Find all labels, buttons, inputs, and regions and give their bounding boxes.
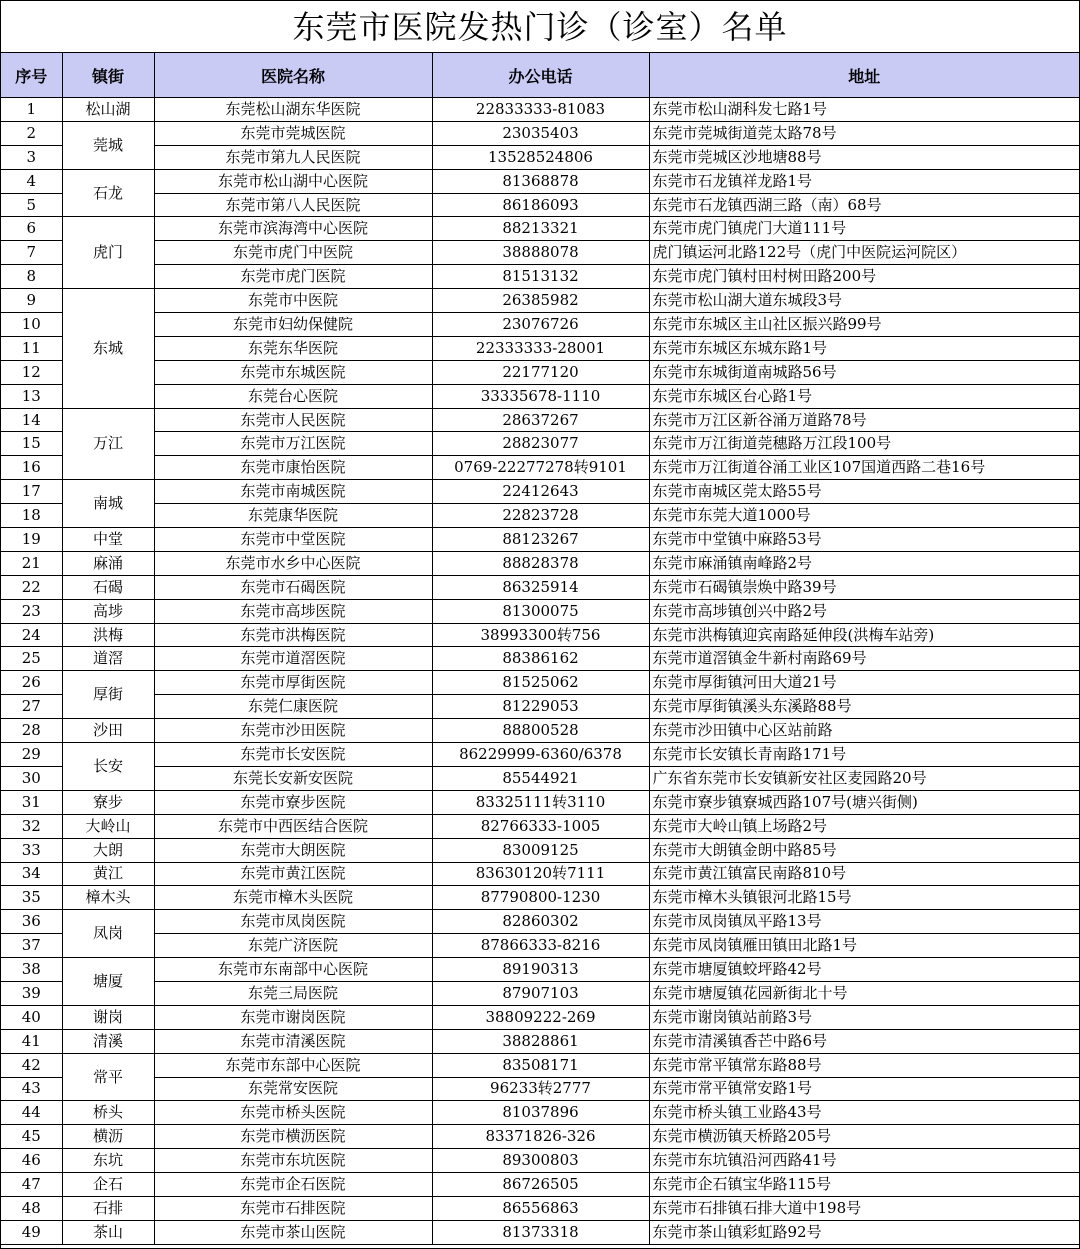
cell-index: 28 xyxy=(1,719,62,743)
cell-town: 石碣 xyxy=(62,575,154,599)
cell-index: 32 xyxy=(1,814,62,838)
cell-hospital-name: 东莞市谢岗医院 xyxy=(154,1005,432,1029)
table-row xyxy=(1,336,1079,360)
cell-index: 2 xyxy=(1,121,62,145)
cell-hospital-name: 东莞东华医院 xyxy=(154,336,432,360)
cell-index: 39 xyxy=(1,981,62,1005)
cell-hospital-name: 东莞市虎门医院 xyxy=(154,265,432,289)
cell-address: 东莞市东坑镇沿河西路41号 xyxy=(649,1149,1079,1173)
cell-phone: 88800528 xyxy=(432,719,649,743)
cell-index: 8 xyxy=(1,265,62,289)
table-row xyxy=(1,862,1079,886)
cell-address: 东莞市中堂镇中麻路53号 xyxy=(649,528,1079,552)
cell-hospital-name: 东莞市东部中心医院 xyxy=(154,1053,432,1077)
cell-hospital-name: 东莞市洪梅医院 xyxy=(154,623,432,647)
table-row xyxy=(1,432,1079,456)
cell-hospital-name: 东莞市清溪医院 xyxy=(154,1029,432,1053)
cell-index: 42 xyxy=(1,1053,62,1077)
cell-town: 清溪 xyxy=(62,1029,154,1053)
cell-index: 25 xyxy=(1,647,62,671)
cell-address: 广东省东莞市长安镇新安社区麦园路20号 xyxy=(649,766,1079,790)
cell-hospital-name: 东莞市康怡医院 xyxy=(154,456,432,480)
cell-phone: 13528524806 xyxy=(432,145,649,169)
table-row xyxy=(1,981,1079,1005)
cell-hospital-name: 东莞仁康医院 xyxy=(154,695,432,719)
header-address: 地址 xyxy=(649,53,1079,98)
cell-hospital-name: 东莞市虎门中医院 xyxy=(154,241,432,265)
table-row xyxy=(1,121,1079,145)
table-row xyxy=(1,384,1079,408)
cell-hospital-name: 东莞市桥头医院 xyxy=(154,1101,432,1125)
cell-hospital-name: 东莞市沙田医院 xyxy=(154,719,432,743)
cell-phone: 81513132 xyxy=(432,265,649,289)
cell-index: 29 xyxy=(1,743,62,767)
cell-phone: 87866333-8216 xyxy=(432,934,649,958)
header-town: 镇街 xyxy=(62,53,154,98)
cell-hospital-name: 东莞广济医院 xyxy=(154,934,432,958)
cell-index: 45 xyxy=(1,1125,62,1149)
table-row xyxy=(1,456,1079,480)
cell-hospital-name: 东莞市万江医院 xyxy=(154,432,432,456)
cell-phone: 22412643 xyxy=(432,480,649,504)
cell-phone: 22823728 xyxy=(432,504,649,528)
cell-index: 43 xyxy=(1,1077,62,1101)
cell-hospital-name: 东莞市人民医院 xyxy=(154,408,432,432)
cell-phone: 83325111转3110 xyxy=(432,790,649,814)
table-row xyxy=(1,528,1079,552)
table-row xyxy=(1,241,1079,265)
cell-phone: 86229999-6360/6378 xyxy=(432,743,649,767)
cell-address: 东莞市东城区主山社区振兴路99号 xyxy=(649,313,1079,337)
cell-hospital-name: 东莞市高埗医院 xyxy=(154,599,432,623)
cell-index: 33 xyxy=(1,838,62,862)
cell-hospital-name: 东莞市樟木头医院 xyxy=(154,886,432,910)
cell-town: 长安 xyxy=(62,743,154,791)
cell-address: 东莞市莞城区沙地塘88号 xyxy=(649,145,1079,169)
cell-town: 茶山 xyxy=(62,1220,154,1244)
cell-phone: 88213321 xyxy=(432,217,649,241)
table-row xyxy=(1,504,1079,528)
cell-phone: 86726505 xyxy=(432,1173,649,1197)
cell-address: 东莞市塘厦镇蛟坪路42号 xyxy=(649,958,1079,982)
cell-town: 高埗 xyxy=(62,599,154,623)
cell-hospital-name: 东莞市东坑医院 xyxy=(154,1149,432,1173)
cell-phone: 88123267 xyxy=(432,528,649,552)
table-row xyxy=(1,743,1079,767)
cell-address: 东莞市黄江镇富民南路810号 xyxy=(649,862,1079,886)
cell-address: 东莞市万江街道莞穗路万江段100号 xyxy=(649,432,1079,456)
table-row xyxy=(1,1149,1079,1173)
cell-town: 桥头 xyxy=(62,1101,154,1125)
table-row xyxy=(1,169,1079,193)
cell-address: 东莞市厚街镇溪头东溪路88号 xyxy=(649,695,1079,719)
cell-address: 东莞市清溪镇香芒中路6号 xyxy=(649,1029,1079,1053)
cell-phone: 38809222-269 xyxy=(432,1005,649,1029)
cell-address: 东莞市莞城街道莞太路78号 xyxy=(649,121,1079,145)
cell-address: 东莞市茶山镇彩虹路92号 xyxy=(649,1220,1079,1244)
cell-hospital-name: 东莞市凤岗医院 xyxy=(154,910,432,934)
page-title: 东莞市医院发热门诊（诊室）名单 xyxy=(1,1,1079,53)
cell-hospital-name: 东莞市松山湖中心医院 xyxy=(154,169,432,193)
cell-index: 19 xyxy=(1,528,62,552)
cell-phone: 81037896 xyxy=(432,1101,649,1125)
cell-index: 7 xyxy=(1,241,62,265)
cell-phone: 81525062 xyxy=(432,671,649,695)
cell-address: 东莞市长安镇长青南路171号 xyxy=(649,743,1079,767)
cell-hospital-name: 东莞市中堂医院 xyxy=(154,528,432,552)
cell-hospital-name: 东莞台心医院 xyxy=(154,384,432,408)
table-row xyxy=(1,408,1079,432)
cell-phone: 86186093 xyxy=(432,193,649,217)
cell-phone: 86325914 xyxy=(432,575,649,599)
cell-phone: 38828861 xyxy=(432,1029,649,1053)
table-row xyxy=(1,98,1079,122)
table-row xyxy=(1,814,1079,838)
cell-town: 洪梅 xyxy=(62,623,154,647)
cell-town: 樟木头 xyxy=(62,886,154,910)
header-index: 序号 xyxy=(1,53,62,98)
cell-hospital-name: 东莞市石排医院 xyxy=(154,1196,432,1220)
cell-hospital-name: 东莞市南城医院 xyxy=(154,480,432,504)
cell-index: 21 xyxy=(1,551,62,575)
cell-address: 东莞市谢岗镇站前路3号 xyxy=(649,1005,1079,1029)
cell-phone: 81300075 xyxy=(432,599,649,623)
cell-town: 横沥 xyxy=(62,1125,154,1149)
cell-index: 22 xyxy=(1,575,62,599)
cell-hospital-name: 东莞市茶山医院 xyxy=(154,1220,432,1244)
cell-hospital-name: 东莞市滨海湾中心医院 xyxy=(154,217,432,241)
cell-index: 27 xyxy=(1,695,62,719)
cell-town: 常平 xyxy=(62,1053,154,1101)
cell-town: 塘厦 xyxy=(62,958,154,1006)
table-row xyxy=(1,289,1079,313)
cell-index: 4 xyxy=(1,169,62,193)
cell-town: 寮步 xyxy=(62,790,154,814)
cell-index: 37 xyxy=(1,934,62,958)
table-row xyxy=(1,958,1079,982)
cell-phone: 87790800-1230 xyxy=(432,886,649,910)
cell-phone: 22333333-28001 xyxy=(432,336,649,360)
table-row xyxy=(1,790,1079,814)
cell-hospital-name: 东莞长安新安医院 xyxy=(154,766,432,790)
table-header-row xyxy=(1,53,1079,98)
cell-index: 49 xyxy=(1,1220,62,1244)
cell-town: 黄江 xyxy=(62,862,154,886)
cell-phone: 82766333-1005 xyxy=(432,814,649,838)
table-row xyxy=(1,766,1079,790)
cell-address: 东莞市松山湖大道东城段3号 xyxy=(649,289,1079,313)
table-row xyxy=(1,1173,1079,1197)
cell-index: 16 xyxy=(1,456,62,480)
cell-town: 东城 xyxy=(62,289,154,408)
cell-phone: 0769-22277278转9101 xyxy=(432,456,649,480)
cell-index: 6 xyxy=(1,217,62,241)
table-row xyxy=(1,910,1079,934)
cell-address: 东莞市东莞大道1000号 xyxy=(649,504,1079,528)
cell-address: 东莞市高埗镇创兴中路2号 xyxy=(649,599,1079,623)
cell-phone: 89300803 xyxy=(432,1149,649,1173)
cell-hospital-name: 东莞市莞城医院 xyxy=(154,121,432,145)
cell-town: 厚街 xyxy=(62,671,154,719)
cell-hospital-name: 东莞市长安医院 xyxy=(154,743,432,767)
cell-town: 道滘 xyxy=(62,647,154,671)
table-row xyxy=(1,934,1079,958)
table-row xyxy=(1,551,1079,575)
cell-index: 34 xyxy=(1,862,62,886)
cell-hospital-name: 东莞市妇幼保健院 xyxy=(154,313,432,337)
cell-address: 东莞市东城街道南城路56号 xyxy=(649,360,1079,384)
cell-address: 东莞市常平镇常东路88号 xyxy=(649,1053,1079,1077)
cell-index: 17 xyxy=(1,480,62,504)
cell-town: 石排 xyxy=(62,1196,154,1220)
cell-hospital-name: 东莞市道滘医院 xyxy=(154,647,432,671)
table-row xyxy=(1,647,1079,671)
cell-index: 1 xyxy=(1,98,62,122)
cell-address: 东莞市企石镇宝华路115号 xyxy=(649,1173,1079,1197)
cell-address: 东莞市虎门镇村田村树田路200号 xyxy=(649,265,1079,289)
table-row xyxy=(1,623,1079,647)
cell-town: 虎门 xyxy=(62,217,154,289)
cell-address: 东莞市洪梅镇迎宾南路延伸段(洪梅车站旁) xyxy=(649,623,1079,647)
cell-index: 15 xyxy=(1,432,62,456)
cell-town: 南城 xyxy=(62,480,154,528)
cell-address: 东莞市横沥镇天桥路205号 xyxy=(649,1125,1079,1149)
cell-town: 谢岗 xyxy=(62,1005,154,1029)
table-row xyxy=(1,480,1079,504)
cell-index: 9 xyxy=(1,289,62,313)
cell-phone: 26385982 xyxy=(432,289,649,313)
cell-address: 东莞市凤岗镇雁田镇田北路1号 xyxy=(649,934,1079,958)
cell-hospital-name: 东莞市厚街医院 xyxy=(154,671,432,695)
cell-address: 东莞市万江街道谷涌工业区107国道西路二巷16号 xyxy=(649,456,1079,480)
cell-phone: 87907103 xyxy=(432,981,649,1005)
cell-phone: 22833333-81083 xyxy=(432,98,649,122)
table-row xyxy=(1,671,1079,695)
cell-phone: 82860302 xyxy=(432,910,649,934)
cell-hospital-name: 东莞市水乡中心医院 xyxy=(154,551,432,575)
cell-phone: 81229053 xyxy=(432,695,649,719)
table-row xyxy=(1,1053,1079,1077)
header-hospital-name: 医院名称 xyxy=(154,53,432,98)
cell-town: 凤岗 xyxy=(62,910,154,958)
table-row xyxy=(1,145,1079,169)
cell-index: 36 xyxy=(1,910,62,934)
cell-index: 47 xyxy=(1,1173,62,1197)
table-row xyxy=(1,575,1079,599)
table-row xyxy=(1,193,1079,217)
cell-address: 东莞市石龙镇祥龙路1号 xyxy=(649,169,1079,193)
cell-town: 沙田 xyxy=(62,719,154,743)
cell-town: 莞城 xyxy=(62,121,154,169)
cell-index: 12 xyxy=(1,360,62,384)
table-row xyxy=(1,313,1079,337)
cell-address: 东莞市桥头镇工业路43号 xyxy=(649,1101,1079,1125)
cell-address: 东莞市南城区莞太路55号 xyxy=(649,480,1079,504)
cell-hospital-name: 东莞市东城医院 xyxy=(154,360,432,384)
table-row xyxy=(1,719,1079,743)
cell-hospital-name: 东莞市寮步医院 xyxy=(154,790,432,814)
cell-phone: 81368878 xyxy=(432,169,649,193)
header-phone: 办公电话 xyxy=(432,53,649,98)
cell-index: 5 xyxy=(1,193,62,217)
cell-address: 东莞市道滘镇金牛新村南路69号 xyxy=(649,647,1079,671)
cell-address: 东莞市东城区台心路1号 xyxy=(649,384,1079,408)
cell-phone: 38993300转756 xyxy=(432,623,649,647)
cell-phone: 88828378 xyxy=(432,551,649,575)
cell-index: 44 xyxy=(1,1101,62,1125)
table-row xyxy=(1,1005,1079,1029)
cell-hospital-name: 东莞市企石医院 xyxy=(154,1173,432,1197)
hospital-table xyxy=(1,53,1079,1245)
cell-address: 东莞市石碣镇崇焕中路39号 xyxy=(649,575,1079,599)
cell-address: 东莞市松山湖科发七路1号 xyxy=(649,98,1079,122)
cell-town: 松山湖 xyxy=(62,98,154,122)
table-row xyxy=(1,1125,1079,1149)
cell-hospital-name: 东莞松山湖东华医院 xyxy=(154,98,432,122)
cell-index: 30 xyxy=(1,766,62,790)
cell-index: 14 xyxy=(1,408,62,432)
cell-phone: 33335678-1110 xyxy=(432,384,649,408)
cell-phone: 83009125 xyxy=(432,838,649,862)
cell-hospital-name: 东莞市石碣医院 xyxy=(154,575,432,599)
cell-address: 东莞市凤岗镇凤平路13号 xyxy=(649,910,1079,934)
cell-index: 41 xyxy=(1,1029,62,1053)
table-body xyxy=(1,98,1079,1245)
table-row xyxy=(1,886,1079,910)
cell-town: 东坑 xyxy=(62,1149,154,1173)
cell-phone: 83630120转7111 xyxy=(432,862,649,886)
cell-hospital-name: 东莞市中西医结合医院 xyxy=(154,814,432,838)
cell-index: 35 xyxy=(1,886,62,910)
cell-phone: 83371826-326 xyxy=(432,1125,649,1149)
cell-address: 东莞市寮步镇寮城西路107号(塘兴街侧) xyxy=(649,790,1079,814)
cell-index: 26 xyxy=(1,671,62,695)
cell-hospital-name: 东莞三局医院 xyxy=(154,981,432,1005)
cell-phone: 86556863 xyxy=(432,1196,649,1220)
cell-phone: 88386162 xyxy=(432,647,649,671)
cell-phone: 22177120 xyxy=(432,360,649,384)
cell-index: 48 xyxy=(1,1196,62,1220)
cell-index: 23 xyxy=(1,599,62,623)
cell-index: 18 xyxy=(1,504,62,528)
cell-hospital-name: 东莞市黄江医院 xyxy=(154,862,432,886)
cell-address: 东莞市塘厦镇花园新街北十号 xyxy=(649,981,1079,1005)
cell-address: 东莞市麻涌镇南峰路2号 xyxy=(649,551,1079,575)
cell-address: 东莞市樟木头镇银河北路15号 xyxy=(649,886,1079,910)
cell-hospital-name: 东莞市东南部中心医院 xyxy=(154,958,432,982)
cell-town: 万江 xyxy=(62,408,154,480)
cell-address: 虎门镇运河北路122号（虎门中医院运河院区） xyxy=(649,241,1079,265)
table-row xyxy=(1,1029,1079,1053)
table-row xyxy=(1,265,1079,289)
cell-phone: 83508171 xyxy=(432,1053,649,1077)
cell-phone: 28637267 xyxy=(432,408,649,432)
cell-index: 46 xyxy=(1,1149,62,1173)
cell-phone: 89190313 xyxy=(432,958,649,982)
cell-address: 东莞市东城区东城东路1号 xyxy=(649,336,1079,360)
cell-address: 东莞市石龙镇西湖三路（南）68号 xyxy=(649,193,1079,217)
cell-town: 大朗 xyxy=(62,838,154,862)
cell-index: 10 xyxy=(1,313,62,337)
cell-hospital-name: 东莞市第八人民医院 xyxy=(154,193,432,217)
cell-hospital-name: 东莞市中医院 xyxy=(154,289,432,313)
cell-phone: 23035403 xyxy=(432,121,649,145)
table-row xyxy=(1,695,1079,719)
table-row xyxy=(1,838,1079,862)
cell-hospital-name: 东莞常安医院 xyxy=(154,1077,432,1101)
cell-index: 31 xyxy=(1,790,62,814)
cell-address: 东莞市常平镇常安路1号 xyxy=(649,1077,1079,1101)
cell-index: 11 xyxy=(1,336,62,360)
cell-hospital-name: 东莞市横沥医院 xyxy=(154,1125,432,1149)
cell-town: 中堂 xyxy=(62,528,154,552)
cell-hospital-name: 东莞市第九人民医院 xyxy=(154,145,432,169)
table-row xyxy=(1,1077,1079,1101)
cell-phone: 38888078 xyxy=(432,241,649,265)
table-row xyxy=(1,1220,1079,1244)
table-row xyxy=(1,360,1079,384)
cell-phone: 81373318 xyxy=(432,1220,649,1244)
cell-address: 东莞市虎门镇虎门大道111号 xyxy=(649,217,1079,241)
cell-address: 东莞市石排镇石排大道中198号 xyxy=(649,1196,1079,1220)
cell-town: 大岭山 xyxy=(62,814,154,838)
table-row xyxy=(1,217,1079,241)
cell-town: 企石 xyxy=(62,1173,154,1197)
cell-town: 麻涌 xyxy=(62,551,154,575)
cell-address: 东莞市万江区新谷涌万道路78号 xyxy=(649,408,1079,432)
cell-hospital-name: 东莞康华医院 xyxy=(154,504,432,528)
cell-address: 东莞市大岭山镇上场路2号 xyxy=(649,814,1079,838)
cell-hospital-name: 东莞市大朗医院 xyxy=(154,838,432,862)
cell-phone: 23076726 xyxy=(432,313,649,337)
cell-index: 3 xyxy=(1,145,62,169)
cell-phone: 96233转2777 xyxy=(432,1077,649,1101)
cell-index: 24 xyxy=(1,623,62,647)
cell-index: 38 xyxy=(1,958,62,982)
cell-address: 东莞市厚街镇河田大道21号 xyxy=(649,671,1079,695)
table-row xyxy=(1,599,1079,623)
cell-address: 东莞市大朗镇金朗中路85号 xyxy=(649,838,1079,862)
cell-phone: 28823077 xyxy=(432,432,649,456)
cell-phone: 85544921 xyxy=(432,766,649,790)
table-row xyxy=(1,1196,1079,1220)
cell-index: 13 xyxy=(1,384,62,408)
table-row xyxy=(1,1101,1079,1125)
cell-town: 石龙 xyxy=(62,169,154,217)
cell-index: 40 xyxy=(1,1005,62,1029)
cell-address: 东莞市沙田镇中心区站前路 xyxy=(649,719,1079,743)
